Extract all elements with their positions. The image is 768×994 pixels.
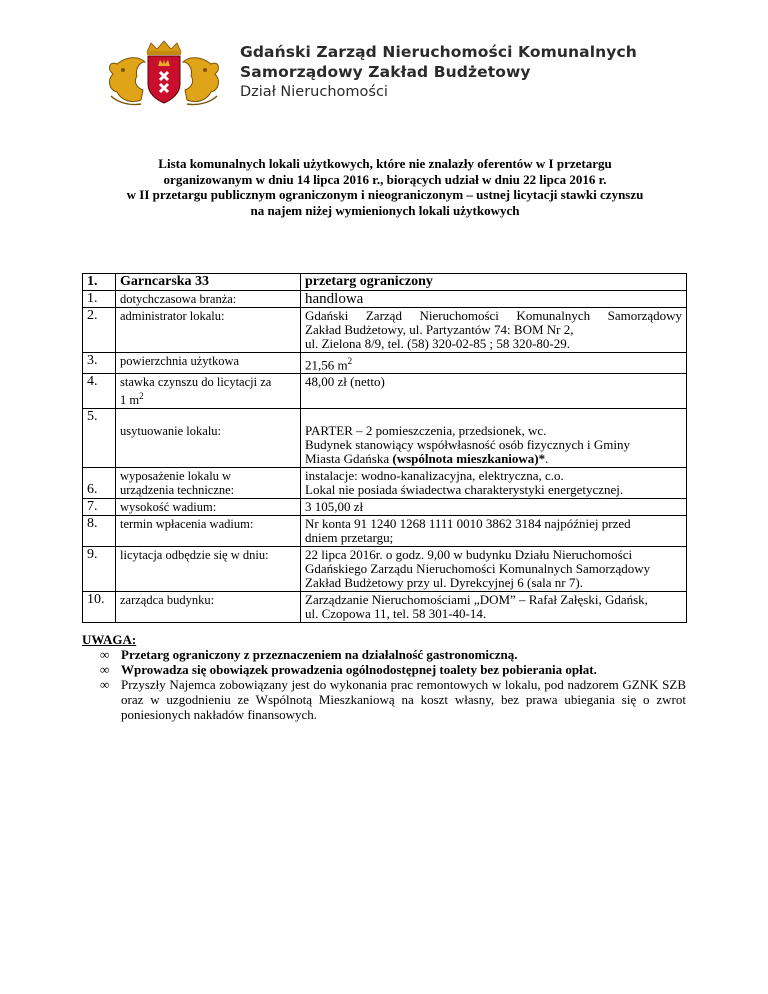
row-label: licytacja odbędzie się w dniu: (116, 547, 301, 592)
row-label: zarządca budynku: (116, 592, 301, 623)
row-number: 4. (83, 374, 116, 409)
value-line: Zakład Budżetowy przy ul. Dyrekcyjnej 6 (sala nr 7). (305, 575, 583, 591)
row-label (116, 374, 301, 409)
table-row (83, 499, 687, 516)
row-value (301, 409, 687, 468)
row-label: Garncarska 33 (116, 274, 301, 291)
row-value (301, 592, 687, 623)
row-value: przetarg ograniczony (301, 274, 687, 291)
label-line: 1 $m^2$ (120, 391, 144, 408)
table-row (83, 353, 687, 374)
row-number: 5. (83, 409, 116, 468)
list-item: ∞ Przyszły Najemca zobowiązany jest do wykonania prac remontowych w lokalu, pod nadzorem GZNK SZB oraz w uzgodnieniu ze Wspólnotą Mieszkaniową na koszt własny, bez prawa ubiegania się o zwrot poniesionych nakładów finansowych. (100, 677, 686, 722)
row-number: 1. (83, 291, 116, 308)
row-value: handlowa (301, 291, 687, 308)
list-item: ∞ Przetarg ograniczony z przeznaczeniem na działalność gastronomiczną. (100, 647, 518, 662)
org-department: Dział Nieruchomości (240, 84, 388, 100)
notes-section (82, 632, 686, 722)
table-row (83, 516, 687, 547)
row-label (116, 468, 301, 499)
row-number: 8. (83, 516, 116, 547)
value-line: Nr konta 91 1240 1268 1111 0010 3862 3184 najpóźniej przed (305, 516, 631, 532)
title-line-2: organizowanym w dniu 14 lipca 2016 r., biorących udział w dniu 22 lipca 2016 r. (163, 171, 607, 187)
value-line: Gdańskiego Zarządu Nieruchomości Komunalnych Samorządowy (305, 561, 651, 577)
table-row (83, 374, 687, 409)
list-item: ∞ Wprowadza się obowiązek prowadzenia ogólnodostępnej toalety bez pobierania opłat. (100, 662, 597, 677)
gdansk-coat-of-arms-icon (103, 40, 225, 108)
org-name: Gdański Zarząd Nieruchomości Komunalnych (240, 43, 637, 61)
row-value: 3 105,00 zł (301, 499, 687, 516)
table-row (83, 308, 687, 353)
value-line: Budynek stanowiący współwłasność osób fizycznych i Gminy (305, 437, 630, 453)
table-row (83, 468, 687, 499)
value-line: instalacje: wodno-kanalizacyjna, elektryczna, c.o. (305, 468, 564, 484)
bullet-icon: ∞ (100, 662, 110, 677)
notes-heading: UWAGA: (82, 632, 137, 647)
row-label: usytuowanie lokalu: (116, 409, 301, 468)
row-label: administrator lokalu: (116, 308, 301, 353)
value-line: Zarządzanie Nieruchomościami „DOM” – Rafał Załęski, Gdańsk, (305, 592, 648, 608)
value-line: Miasta Gdańska (wspólnota mieszkaniowa)*. (305, 451, 549, 467)
row-label: wysokość wadium: (116, 499, 301, 516)
row-number: 1. (83, 274, 116, 291)
community-note: (wspólnota mieszkaniowa)* (392, 451, 546, 467)
row-number: 7. (83, 499, 116, 516)
value-line: Lokal nie posiada świadectwa charakterystyki energetycznej. (305, 482, 624, 498)
title-line-4: na najem niżej wymienionych lokali użytkowych (250, 202, 520, 218)
notes-list (82, 647, 686, 722)
row-number: 6. (83, 468, 116, 499)
org-type: Samorządowy Zakład Budżetowy (240, 63, 531, 81)
row-value (301, 547, 687, 592)
row-value: 48,00 zł (netto) (301, 374, 687, 409)
superscript: 2 (139, 391, 144, 402)
bullet-icon: ∞ (100, 647, 110, 662)
row-label: powierzchnia użytkowa (116, 353, 301, 374)
row-number: 10. (83, 592, 116, 623)
value-line: dniem przetargu; (305, 530, 394, 546)
table-row (83, 409, 687, 468)
area-value: 21,56 m (305, 357, 348, 373)
row-value (301, 468, 687, 499)
value-line: ul. Czopowa 11, tel. 58 301-40-14. (305, 606, 487, 622)
value-line: ul. Zielona 8/9, tel. (58) 320-02-85 ; 58 320-80-29. (305, 336, 571, 351)
row-label: termin wpłacenia wadium: (116, 516, 301, 547)
table-row (83, 547, 687, 592)
row-number: 3. (83, 353, 116, 374)
row-value (301, 353, 687, 374)
value-line: PARTER – 2 pomieszczenia, przedsionek, wc. (305, 423, 547, 439)
superscript: 2 (347, 356, 353, 366)
title-line-1: Lista komunalnych lokali użytkowych, które nie znalazły oferentów w I przetargu (158, 156, 612, 171)
premises-table (82, 273, 687, 623)
row-number: 2. (83, 308, 116, 353)
row-label: dotychczasowa branża: (116, 291, 301, 308)
label-line: wyposażenie lokalu w (120, 469, 232, 484)
table-row (83, 274, 687, 291)
bullet-icon: ∞ (100, 677, 110, 692)
table-row (83, 592, 687, 623)
table-row (83, 291, 687, 308)
label-line: stawka czynszu do licytacji za (120, 375, 272, 390)
organization-header (240, 42, 637, 102)
document-title (60, 156, 710, 218)
value-line: Zakład Budżetowy, ul. Partyzantów 74: BOM Nr 2, (305, 322, 574, 337)
title-line-3: w II przetargu publicznym ograniczonym i nieograniczonym – ustnej licytacji stawki czynszu (126, 187, 644, 202)
value-line: Gdański Zarząd Nieruchomości Komunalnych Samorządowy (305, 308, 682, 323)
value-line: 22 lipca 2016r. o godz. 9,00 w budynku Działu Nieruchomości (305, 547, 633, 563)
row-value (301, 516, 687, 547)
row-number: 9. (83, 547, 116, 592)
row-value (301, 308, 687, 353)
label-line: urządzenia techniczne: (120, 483, 235, 498)
